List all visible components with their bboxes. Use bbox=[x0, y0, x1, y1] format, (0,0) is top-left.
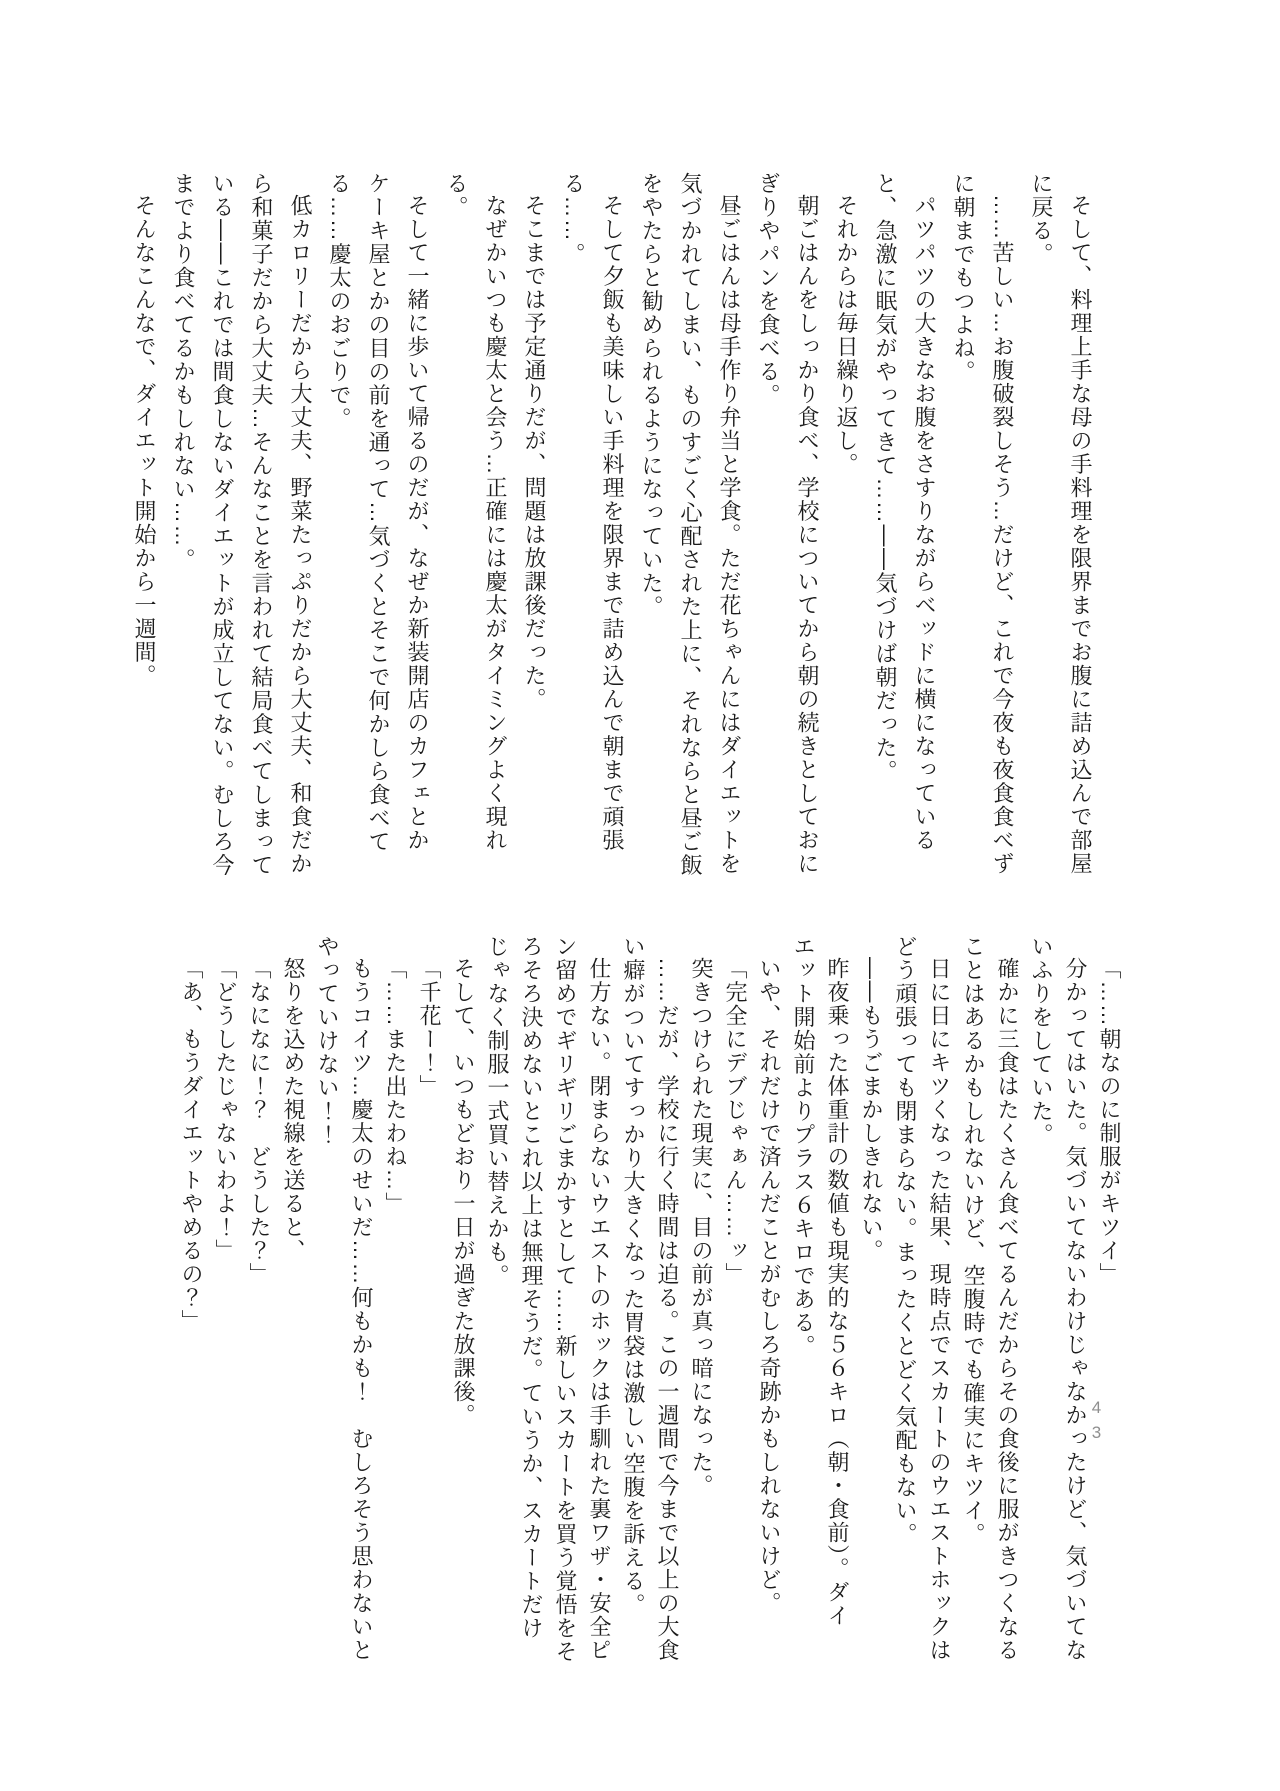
paragraph: そして夕飯も美味しい手料理を限界まで詰め込んで朝まで頑張る……。 bbox=[561, 172, 625, 852]
paragraph: 確かに三食はたくさん食べてるんだからその食後に服がきつくなることはあるかもしれないけど、空腹時でも確実にキツイ。 bbox=[961, 935, 1020, 1662]
paragraph: ……苦しい…お腹破裂しそう…だけど、これで今夜も夜食食べずに朝までもつよね。 bbox=[951, 172, 1015, 876]
paragraph: ……だが、学校に行く時間は迫る。この一週間で今まで以上の大食い癖がついてすっかり大きくなった胃袋は激しい空腹を訴える。 bbox=[621, 935, 680, 1662]
paragraph: なぜかいつも慶太と会う…正確には慶太がタイミングよく現れる。 bbox=[444, 172, 508, 852]
paragraph: 分かってはいた。気づいてないわけじゃなかったけど、気づいてないふりをしていた。 bbox=[1029, 935, 1088, 1662]
text-block-bottom bbox=[174, 935, 1126, 1665]
paragraph: そして、いつもどおり一日が過ぎた放課後。 bbox=[451, 957, 476, 1427]
paragraph: 日に日にキツくなった結果、現時点でスカートのウエストホックはどう頑張っても閉まらない。まったくとどく気配もない。 bbox=[893, 935, 952, 1662]
paragraph: そんなこんなで、ダイエット開始から一週間。 bbox=[132, 194, 157, 688]
paragraph: そこまでは予定通りだが、問題は放課後だった。 bbox=[522, 194, 547, 711]
paragraph: もうコイツ…慶太のせいだ……何もかも！ むしろそう思わないとやっていけない！！ bbox=[315, 935, 374, 1662]
paragraph: 昼ごはんは母手作り弁当と学食。ただ花ちゃんにはダイエットを気づかれてしまい、ものすごく心配された上に、それならと昼ご飯をやたらと勧められるようになっていた。 bbox=[639, 172, 742, 877]
paragraph: 「どうしたじゃないわよ！」 bbox=[213, 957, 238, 1263]
paragraph: 朝ごはんをしっかり食べ、学校についてから朝の続きとしておにぎりやパンを食べる。 bbox=[756, 172, 820, 876]
paragraph: 怒りを込めた視線を送ると、 bbox=[281, 957, 306, 1263]
paragraph: 突きつけられた現実に、目の前が真っ暗になった。 bbox=[689, 957, 714, 1498]
paragraph: 昨夜乗った体重計の数値も現実的な５６キロ（朝・食前）。ダイエット開始前よりプラス６キロである。 bbox=[791, 935, 850, 1628]
paragraph: 低カロリーだから大丈夫、野菜たっぷりだから大丈夫、和食だから和菓子だから大丈夫…そんなことを言われて結局食べてしまっている——これでは間食しないダイエットが成立してない。むしろ今までより食べてるかもしれない……。 bbox=[171, 172, 313, 877]
page-number: 43 bbox=[1087, 1398, 1106, 1448]
text-block-top bbox=[125, 172, 1100, 878]
paragraph: パツパツの大きなお腹をさすりながらベッドに横になっていると、急激に眠気がやってきて……——気づけば朝だった。 bbox=[873, 172, 937, 852]
paragraph: 仕方ない。閉まらないウエストのホックは手馴れた裏ワザ・安全ピン留めでギリギリごまかすとして……新しいスカートを買う覚悟をそろそろ決めないとこれ以上は無理そうだ。ていうか、スカートだけじゃなく制服一式買い替えかも。 bbox=[485, 935, 612, 1664]
paragraph: 「……朝なのに制服がキツイ」 bbox=[1097, 957, 1122, 1286]
paragraph: 「……また出たわね…」 bbox=[383, 957, 408, 1216]
paragraph: そして一緒に歩いて帰るのだが、なぜか新装開店のカフェとかケーキ屋とかの目の前を通って…気づくとそこで何かしら食べてる……慶太のおごりで。 bbox=[327, 172, 430, 854]
paragraph: いや、それだけで済んだことがむしろ奇跡かもしれないけど。 bbox=[757, 957, 782, 1615]
paragraph: 「完全にデブじゃぁん……ッ」 bbox=[723, 957, 748, 1286]
paragraph: 「なになに！？ どうした？」 bbox=[247, 957, 272, 1286]
paragraph: そして、料理上手な母の手料理を限界までお腹に詰め込んで部屋に戻る。 bbox=[1029, 172, 1093, 876]
paragraph: 「千花ー！」 bbox=[417, 957, 442, 1098]
paragraph: 「あ、もうダイエットやめるの？」 bbox=[179, 957, 204, 1333]
paragraph: それからは毎日繰り返し。 bbox=[834, 194, 859, 476]
paragraph: ——もうごまかしきれない。 bbox=[859, 957, 884, 1263]
